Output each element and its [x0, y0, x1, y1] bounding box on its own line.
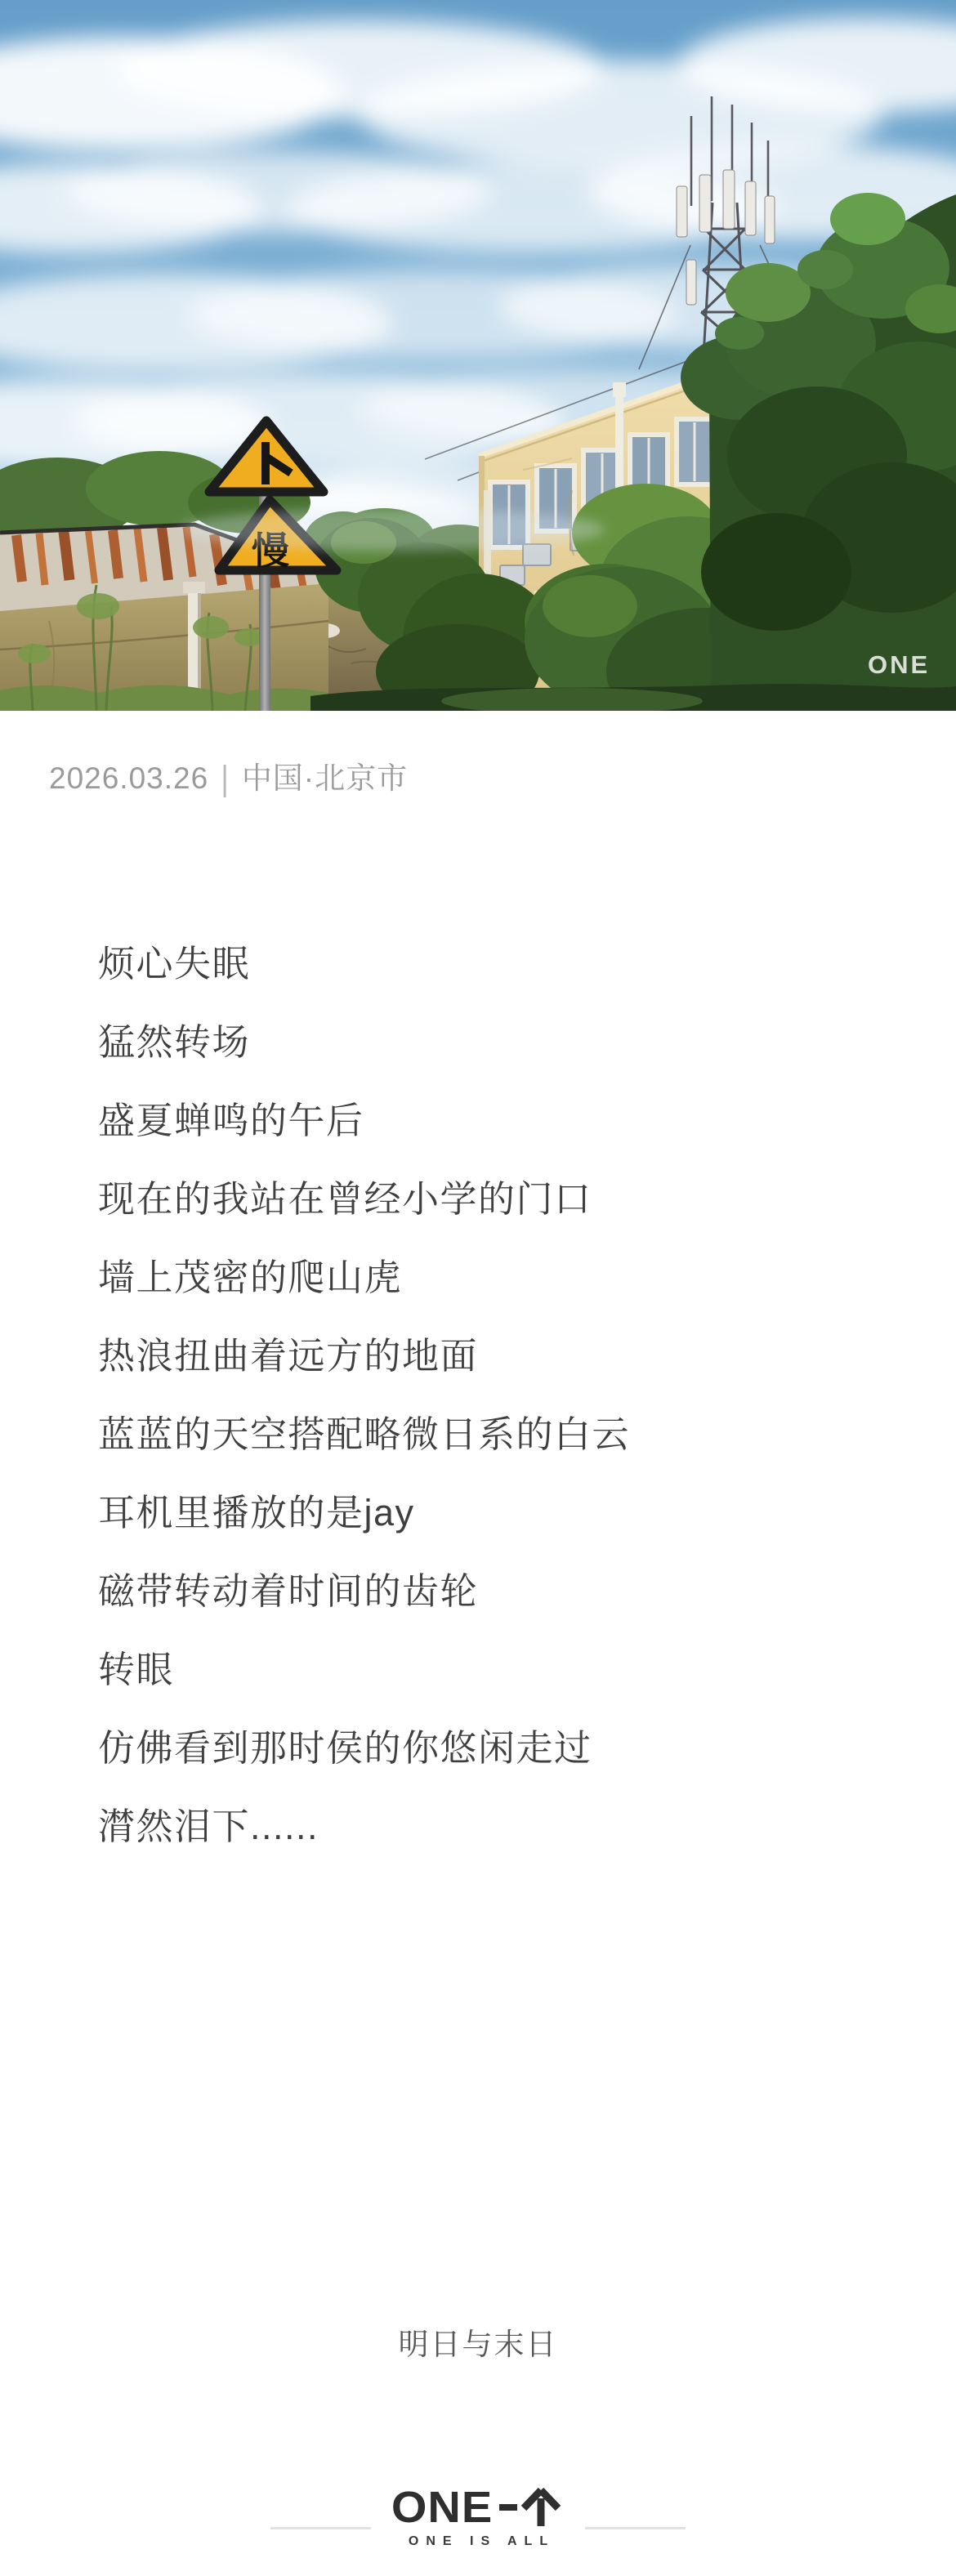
poem-line: 转眼: [98, 1649, 175, 1690]
footer-divider-left: [270, 2527, 371, 2529]
date-label: 2026.03.26: [49, 761, 209, 795]
one-tagline: ONE IS ALL: [408, 2534, 556, 2548]
location-label: 中国·北京市: [241, 761, 409, 795]
work-title: 明日与末日: [398, 2328, 558, 2361]
poem-line: 潸然泪下......: [98, 1806, 319, 1847]
poem-line: 烦心失眠: [98, 943, 251, 984]
window: [677, 419, 713, 484]
photo-watermark: ONE: [868, 650, 931, 679]
separator: |: [221, 758, 230, 798]
poem-line: 热浪扭曲着远方的地面: [98, 1335, 479, 1377]
poem-body: [98, 925, 630, 1866]
poem-line: 墙上茂密的爬山虎: [98, 1257, 403, 1298]
one-logo-text: ONE: [391, 2482, 494, 2532]
meta-row: [49, 758, 409, 798]
horizon-haze: [180, 508, 605, 551]
slow-sign-text: 慢: [252, 529, 289, 572]
poem-line: 猛然转场: [98, 1021, 251, 1063]
poem-line: 耳机里播放的是jay: [98, 1492, 415, 1534]
poem-line: 现在的我站在曾经小学的门口: [98, 1178, 592, 1220]
footer-divider-right: [585, 2527, 686, 2529]
poem-line: 仿佛看到那时侯的你悠闲走过: [98, 1727, 592, 1769]
footer: [0, 2476, 956, 2549]
header-photo[interactable]: [0, 0, 956, 711]
ge-glyph-icon: [498, 2487, 565, 2528]
poem-line: 盛夏蝉鸣的午后: [98, 1100, 364, 1141]
poem-line: 磁带转动着时间的齿轮: [98, 1570, 479, 1612]
poem-line: 蓝蓝的天空搭配略微日系的白云: [98, 1413, 631, 1455]
one-logo: [391, 2476, 565, 2549]
